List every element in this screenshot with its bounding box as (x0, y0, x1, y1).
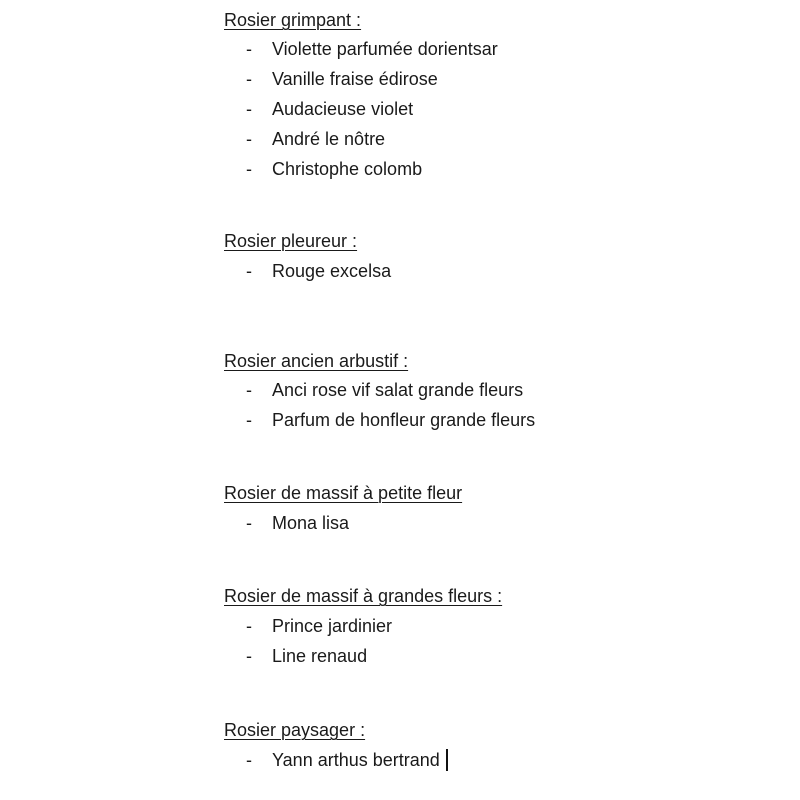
list-item-text: Rouge excelsa (272, 261, 392, 281)
list-item-text: Prince jardinier (272, 616, 393, 636)
section-rosier-pleureur (224, 230, 392, 286)
bullet-dash: - (246, 261, 252, 281)
item-list (224, 508, 462, 538)
list-item-text: Anci rose vif salat grande fleurs (272, 380, 524, 400)
section-rosier-paysager (224, 719, 440, 775)
list-item (224, 34, 498, 64)
list-item (224, 64, 438, 94)
bullet-dash: - (246, 616, 252, 636)
list-item (224, 154, 423, 184)
bullet-dash: - (246, 99, 252, 119)
list-item (224, 508, 462, 538)
bullet-dash: - (246, 69, 252, 89)
section-rosier-grimpant (224, 9, 498, 184)
bullet-dash: - (246, 513, 252, 533)
list-item-text: Yann arthus bertrand (272, 750, 440, 770)
text-caret (446, 749, 448, 771)
list-item (224, 375, 524, 405)
section-heading: Rosier de massif à petite fleur (224, 483, 463, 503)
list-item (224, 611, 502, 641)
section-heading: Rosier ancien arbustif : (224, 351, 409, 371)
item-list (224, 375, 536, 435)
list-item-text: André le nôtre (272, 129, 386, 149)
item-list (224, 34, 498, 184)
bullet-dash: - (246, 410, 252, 430)
bullet-dash: - (246, 159, 252, 179)
list-item (224, 94, 414, 124)
list-item-text: Christophe colomb (272, 159, 423, 179)
item-list (224, 611, 502, 671)
list-item-text: Violette parfumée dorientsar (272, 39, 498, 59)
section-rosier-massif-petite-fleur (224, 482, 462, 538)
list-item (224, 641, 502, 671)
section-heading: Rosier paysager : (224, 720, 366, 740)
bullet-dash: - (246, 750, 252, 770)
item-list (224, 256, 392, 286)
list-item (224, 256, 392, 286)
list-item-text-with-caret[interactable] (272, 745, 448, 775)
section-heading: Rosier pleureur : (224, 231, 358, 251)
list-item-text: Line renaud (272, 646, 368, 666)
list-item (224, 124, 386, 154)
section-heading: Rosier de massif à grandes fleurs : (224, 586, 503, 606)
list-item (224, 405, 536, 435)
bullet-dash: - (246, 646, 252, 666)
bullet-dash: - (246, 39, 252, 59)
list-item-text: Vanille fraise édirose (272, 69, 438, 89)
bullet-dash: - (246, 129, 252, 149)
section-rosier-massif-grandes-fleurs (224, 585, 502, 671)
section-rosier-ancien-arbustif (224, 350, 536, 435)
list-item-text: Parfum de honfleur grande fleurs (272, 410, 536, 430)
list-item (224, 745, 440, 775)
bullet-dash: - (246, 380, 252, 400)
section-heading: Rosier grimpant : (224, 10, 362, 30)
list-item-text: Audacieuse violet (272, 99, 414, 119)
list-item-text: Mona lisa (272, 513, 350, 533)
item-list (224, 745, 440, 775)
